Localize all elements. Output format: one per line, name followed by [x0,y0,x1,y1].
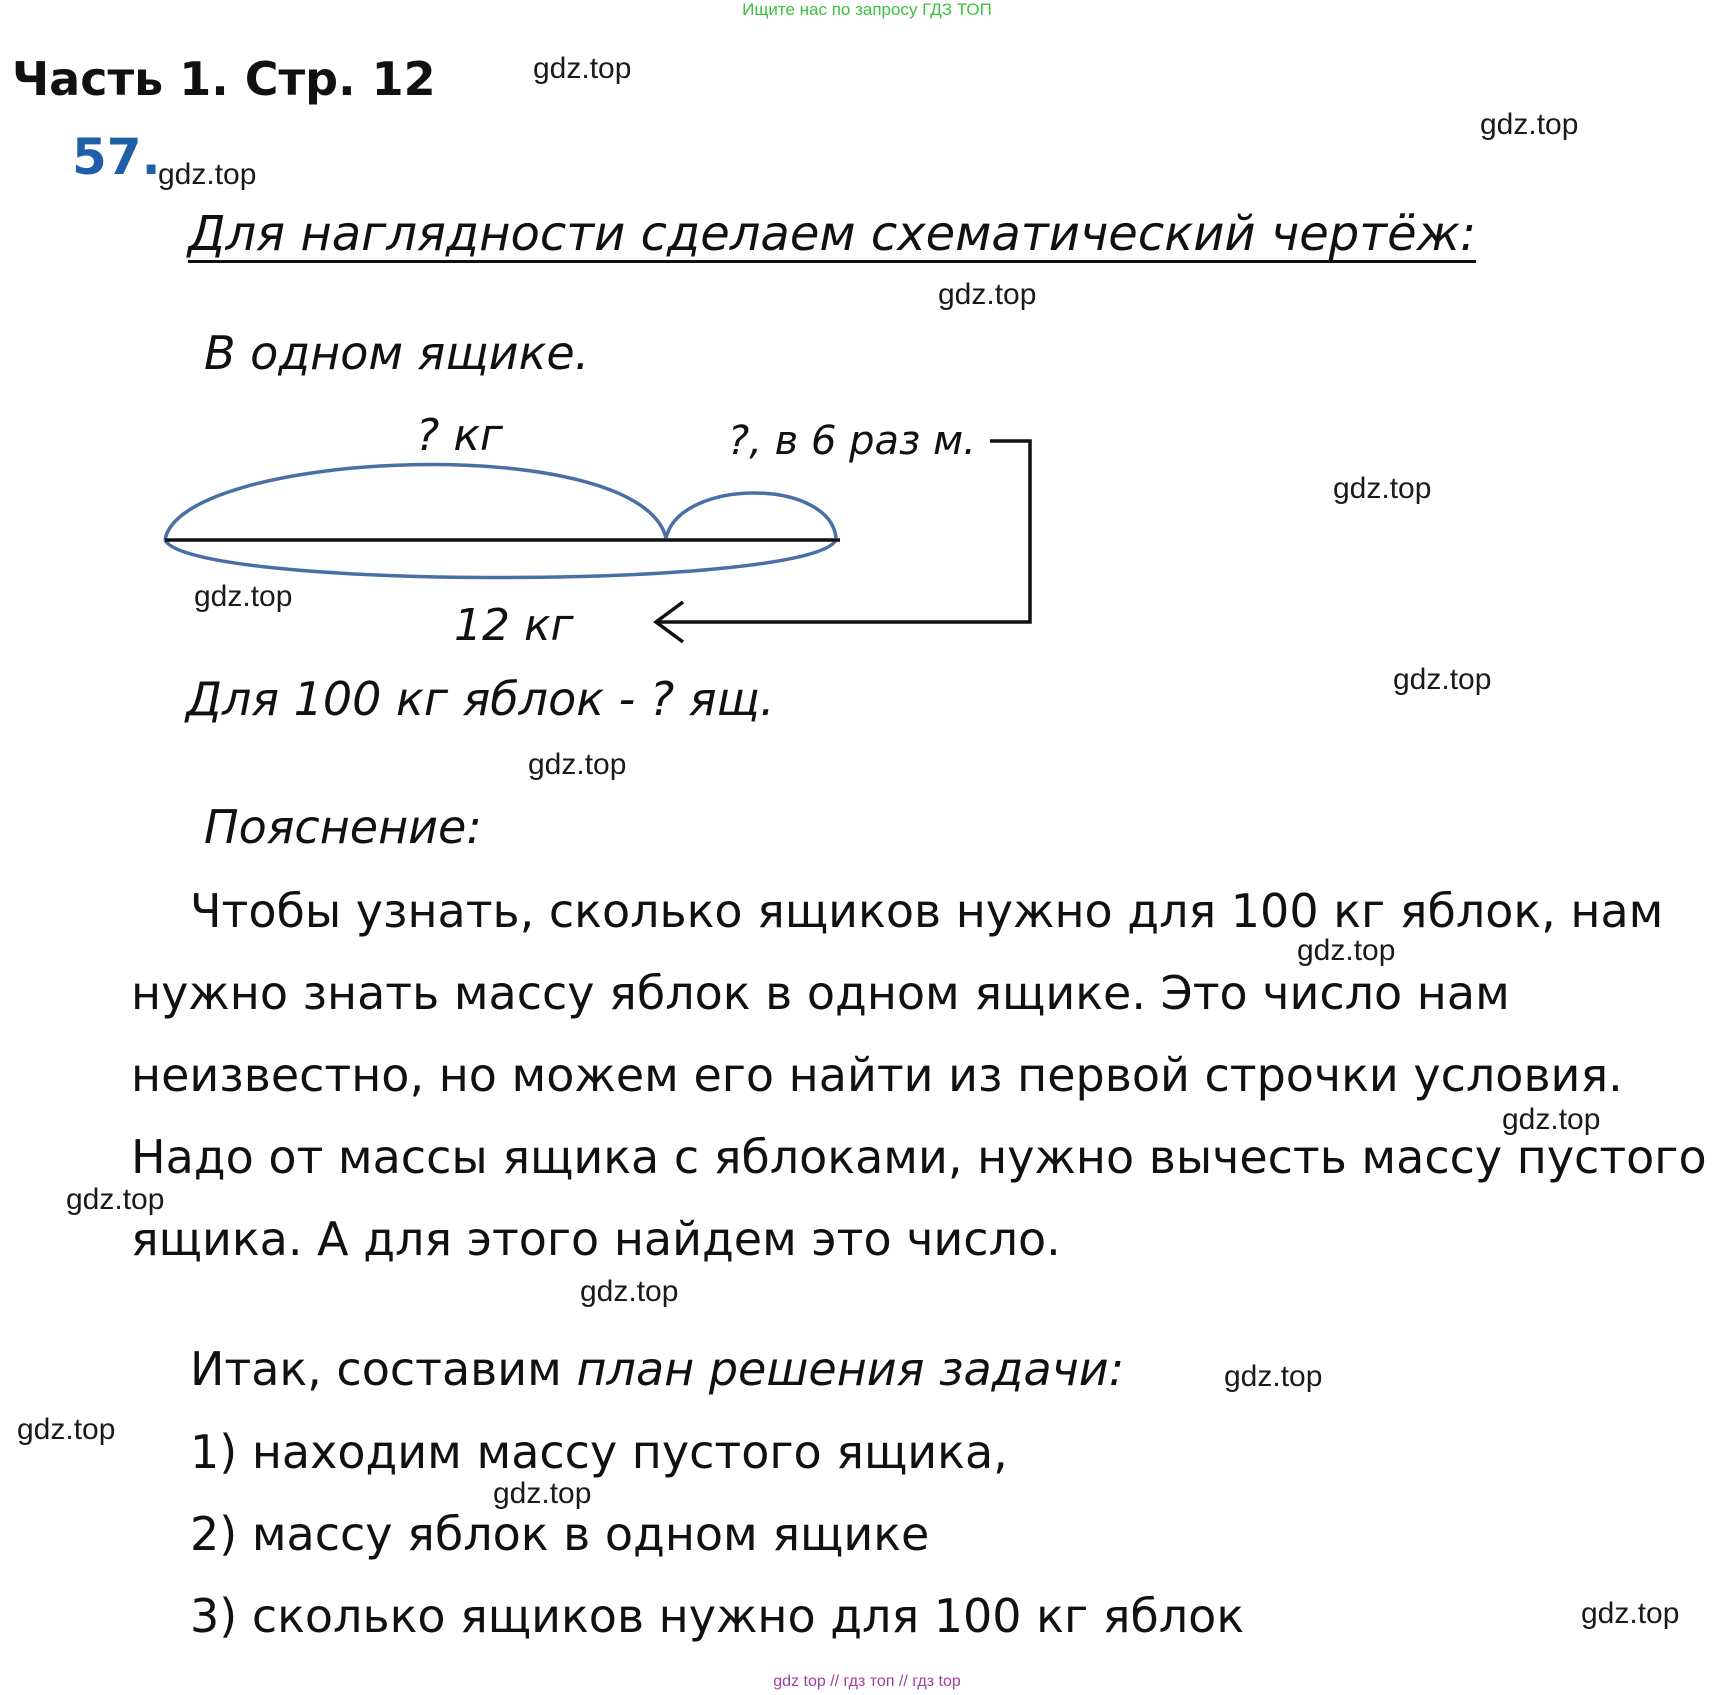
watermark: gdz.top [17,1413,116,1446]
plan-intro-plain: Итак, составим [190,1342,577,1396]
label-apples: ? кг [416,410,504,461]
footer-links[interactable]: gdz top // гдз топ // гдз top [773,1673,961,1690]
explanation-line: Надо от массы ящика с яблоками, нужно вычесть массу пустого [131,1130,1707,1184]
explanation-line: нужно знать массу яблок в одном ящике. Это число нам [131,966,1510,1020]
arc-box [666,493,836,538]
watermark: gdz.top [1393,663,1492,696]
watermark: gdz.top [66,1183,165,1216]
scheme-question: Для 100 кг яблок - ? ящ. [186,672,775,726]
plan-step: 3) сколько ящиков нужно для 100 кг яблок [190,1589,1245,1643]
intro-heading: Для наглядности сделаем схематический чертёж: [188,206,1477,262]
watermark: gdz.top [938,278,1037,311]
watermark: gdz.top [1581,1597,1680,1630]
arc-total [165,540,836,578]
watermark: gdz.top [1333,472,1432,505]
watermark: gdz.top [580,1275,679,1308]
scheme-title: В одном ящике. [204,326,590,380]
watermark: gdz.top [528,748,627,781]
label-box: ?, в 6 раз м. [728,418,976,464]
watermark: gdz.top [158,158,257,191]
watermark: gdz.top [1297,934,1396,967]
plan-intro-italic: план решения задачи: [576,1342,1125,1396]
part-title: Часть 1. Стр. 12 [12,52,436,106]
label-total: 12 кг [454,600,574,651]
watermark: gdz.top [1224,1360,1323,1393]
explanation-heading: Пояснение: [204,800,482,854]
watermark: gdz.top [194,580,293,613]
watermark: gdz.top [493,1477,592,1510]
top-banner: Ищите нас по запросу ГДЗ ТОП [742,0,992,19]
watermark: gdz.top [1502,1103,1601,1136]
arc-apples [165,465,666,540]
plan-intro [190,1342,1124,1396]
explanation-line: Чтобы узнать, сколько ящиков нужно для 100 кг яблок, нам [190,884,1664,938]
task-number: 57. [72,128,161,186]
watermark: gdz.top [533,52,632,85]
relation-arrow [656,441,1030,622]
plan-step: 1) находим массу пустого ящика, [190,1425,1008,1479]
explanation-line: ящика. А для этого найдем это число. [131,1212,1061,1266]
explanation-line: неизвестно, но можем его найти из первой строчки условия. [131,1048,1623,1102]
watermark: gdz.top [1480,108,1579,141]
plan-step: 2) массу яблок в одном ящике [190,1507,930,1561]
